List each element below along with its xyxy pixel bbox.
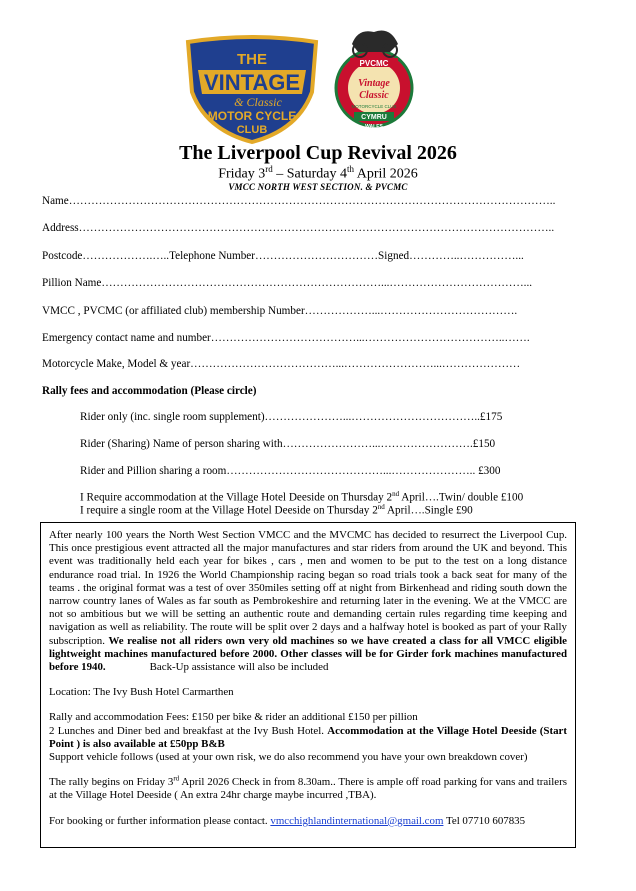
fees-info: Rally and accommodation Fees: £150 per bike & rider an additional £150 per pillion 2 Lunches and Diner bed and breakfast at the Ivy Bush Hotel. Accommodation at the Village Hotel Deeside (Start Point ) is also available at £50pp B&B Support vehicle follows (used at your own risk, we do also recommend you have your own breakdown cover) [49,711,567,764]
pillion-name-field[interactable]: Pillion Name…………………………………………………………………...………………………………... [42,277,533,289]
fee-rider-sharing[interactable]: Rider (Sharing) Name of person sharing with……………………...…………………….£150 [80,438,496,450]
logo-area [0,22,636,140]
event-description: After nearly 100 years the North West Section VMCC and the MVCMC has decided to resurrect the Liverpool Cup. This once prestigious event attracted all the major manufactures and star riders from around the UK and beyond. This event was traditionally held each year for bikes , cars , men and women to be put to the test on a long distance endurance road trial. In 1926 the World Championship racing began so road trials took a back seat for many of the teams . the original format was a test of over 350miles setting off at night from Birkenhead and riding south down the narrow country lanes of Wales as far south as Pembrokeshire and returning later in the evening. We at the VMCC are not so ambitious but we will be setting an authentic route and demanding certain rules regarding time keeping and navigation as well as reliability. The route will be split over 2 days and a halfway hotel is booked as part of your Rally subscription. We realise not all riders own very old machines so we have created a class for all VMCC eligible lightweight machines manufactured before 2000. Other classes will be for Girder fork machines manufactured before 1940. Back-Up assistance will also be included [49,529,567,674]
pvcmc-mid1: Vintage [358,78,390,89]
vmcc-vintage: VINTAGE [203,70,301,95]
emergency-contact-field[interactable]: Emergency contact name and number…………………………………...………………………………..……. [42,332,530,344]
fees-heading: Rally fees and accommodation (Please circle) [42,385,257,397]
contact-email-link[interactable]: vmcchighlandinternational@gmail.com [270,814,444,827]
vmcc-club: CLUB [236,124,268,136]
pvcmc-logo [328,24,420,142]
pvcmc-small: MOTORCYCLE CLUB [351,104,397,109]
accommodation-twin[interactable]: I Require accommodation at the Village Hotel Deeside on Thursday 2nd April….Twin/ double £100 [80,490,524,504]
vmcc-the: THE [237,51,267,68]
pvcmc-mid2: Classic [359,90,389,101]
address-field[interactable]: Address……………………………………………………………………………………………………………….. [42,222,555,234]
page-title: The Liverpool Cup Revival 2026 [179,142,457,164]
rally-start-info: The rally begins on Friday 3rd April 2026 Check in from 8.30am.. There is ample off road parking for vans and trailers at the Village Hotel Deeside ( An extra 24hr charge maybe incurred ,TBA). [49,774,567,802]
event-description-box [40,522,576,848]
postcode-telephone-signed-field[interactable]: Postcode……………….…..Telephone Number……………………………Signed…………..……………... [42,250,524,262]
fee-rider-only[interactable]: Rider only (inc. single room supplement)…………………...……………………………..£175 [80,411,503,423]
organiser-sections: VMCC NORTH WEST SECTION. & PVCMC [228,182,408,192]
accommodation-single[interactable]: I require a single room at the Village Hotel Deeside on Thursday 2nd April….Single £90 [80,503,473,517]
pvcmc-wales: WALES [365,124,383,130]
location: Location: The Ivy Bush Hotel Carmarthen [49,686,234,699]
pvcmc-top: PVCMC [359,59,389,68]
event-dates: Friday 3rd – Saturday 4th April 2026 [218,164,418,182]
name-field[interactable]: Name………………………………………………………………………………………………………………….. [42,195,556,207]
vmcc-classic: & Classic [234,95,282,109]
contact-info: For booking or further information please contact. vmcchighlandinternational@gmail.com Tel 07710 607835 [49,814,526,827]
fee-rider-pillion[interactable]: Rider and Pillion sharing a room……………………………………...………………….. £300 [80,465,501,477]
vmcc-logo [178,34,326,146]
vmcc-motorcycle: MOTOR CYCLE [207,109,297,123]
membership-number-field[interactable]: VMCC , PVCMC (or affiliated club) membership Number………………...………………………………. [42,305,518,317]
motorcycle-field[interactable]: Motorcycle Make, Model & year…………………………………...……………………...………………… [42,358,521,370]
pvcmc-bottom: CYMRU [361,114,387,121]
